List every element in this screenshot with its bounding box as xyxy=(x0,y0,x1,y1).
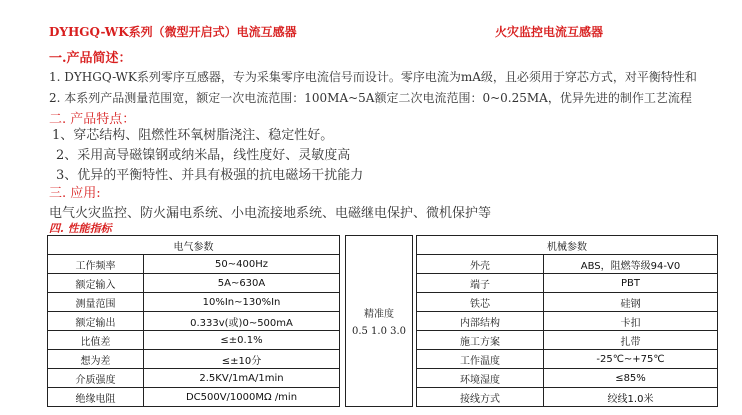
table-row xyxy=(48,255,340,274)
intro-line-2: 2. 本系列产品测量范围宽，额定一次电流范围：100MA~5A额定二次电流范围：0~0.25MA，优异先进的制作工艺流程 xyxy=(49,91,692,105)
mechanical-value: PBT xyxy=(544,274,718,293)
table-row xyxy=(417,312,718,331)
electrical-label: 比值差 xyxy=(48,331,144,350)
electrical-value: 2.5KV/1mA/1min xyxy=(144,369,340,388)
electrical-label: 额定输出 xyxy=(48,312,144,331)
table-row xyxy=(48,369,340,388)
mechanical-label: 铁芯 xyxy=(417,293,544,312)
mechanical-params-table xyxy=(416,235,718,407)
table-row xyxy=(48,293,340,312)
mechanical-header: 机械参数 xyxy=(417,236,718,255)
mechanical-value: ≤85% xyxy=(544,369,718,388)
electrical-value: 5A~630A xyxy=(144,274,340,293)
electrical-value: 10%In~130%In xyxy=(144,293,340,312)
table-row xyxy=(417,255,718,274)
electrical-label: 额定输入 xyxy=(48,274,144,293)
mechanical-label: 环境湿度 xyxy=(417,369,544,388)
document-subtitle: 火灾监控电流互感器 xyxy=(495,25,604,39)
precision-label: 精准度 xyxy=(364,309,394,320)
mechanical-label: 施工方案 xyxy=(417,331,544,350)
feature-item-2: 2、采用高导磁镍钢或纳米晶，线性度好、灵敏度高 xyxy=(56,148,351,163)
mechanical-label: 工作温度 xyxy=(417,350,544,369)
applications-text: 电气火灾监控、防火漏电系统、小电流接地系统、电磁继电保护、微机保护等 xyxy=(49,206,492,221)
table-row xyxy=(48,388,340,407)
features-title: 二. 产品特点： xyxy=(49,112,136,127)
electrical-label: 测量范围 xyxy=(48,293,144,312)
mechanical-value: 硅钢 xyxy=(544,293,718,312)
mechanical-label: 端子 xyxy=(417,274,544,293)
table-row xyxy=(48,312,340,331)
electrical-params-table xyxy=(47,235,340,407)
precision-box xyxy=(345,235,413,407)
performance-title: 四. 性能指标 xyxy=(49,222,112,235)
table-row xyxy=(417,388,718,407)
mechanical-value: ABS，阻燃等级94-V0 xyxy=(544,255,718,274)
table-row xyxy=(417,369,718,388)
electrical-value: DC500V/1000MΩ /min xyxy=(144,388,340,407)
mechanical-label: 接线方式 xyxy=(417,388,544,407)
table-row xyxy=(417,274,718,293)
applications-title: 三. 应用: xyxy=(49,186,101,201)
electrical-value: ≤±10分 xyxy=(144,350,340,369)
mechanical-value: -25℃~+75℃ xyxy=(544,350,718,369)
mechanical-value: 扎带 xyxy=(544,331,718,350)
electrical-label: 想为差 xyxy=(48,350,144,369)
table-row xyxy=(417,293,718,312)
electrical-label: 绝缘电阻 xyxy=(48,388,144,407)
mechanical-label: 内部结构 xyxy=(417,312,544,331)
electrical-header: 电气参数 xyxy=(48,236,340,255)
electrical-label: 介质强度 xyxy=(48,369,144,388)
table-row xyxy=(417,331,718,350)
mechanical-value: 卡扣 xyxy=(544,312,718,331)
table-row xyxy=(48,274,340,293)
intro-title: 一.产品简述： xyxy=(49,51,132,66)
electrical-value: 0.333v(或)0~500mA xyxy=(144,312,340,331)
precision-values: 0.5 1.0 3.0 xyxy=(351,326,407,337)
mechanical-label: 外壳 xyxy=(417,255,544,274)
feature-item-1: 1、穿芯结构、阻燃性环氧树脂浇注、稳定性好。 xyxy=(52,128,334,143)
table-row xyxy=(48,350,340,369)
electrical-value: 50~400Hz xyxy=(144,255,340,274)
electrical-value: ≤±0.1% xyxy=(144,331,340,350)
intro-line-1: 1. DYHGQ-WK系列零序互感器，专为采集零序电流信号而设计。零序电流为mA级，且必须用于穿芯方式，对平衡特性和 xyxy=(49,70,697,84)
electrical-label: 工作频率 xyxy=(48,255,144,274)
feature-item-3: 3、优异的平衡特性、并具有极强的抗电磁场干扰能力 xyxy=(56,168,364,183)
mechanical-value: 绞线1.0米 xyxy=(544,388,718,407)
table-row xyxy=(417,350,718,369)
document-title: DYHGQ-WK系列（微型开启式）电流互感器 xyxy=(49,25,297,39)
table-row xyxy=(48,331,340,350)
